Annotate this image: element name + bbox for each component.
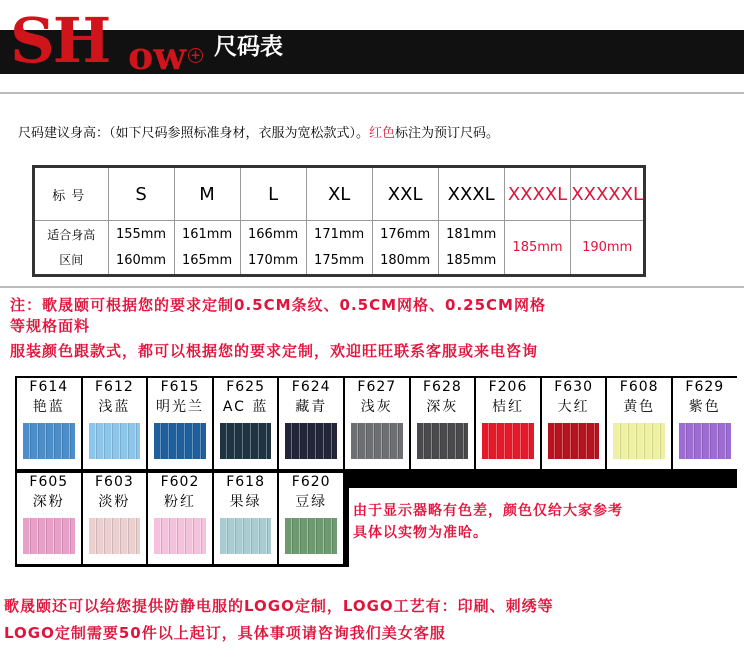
height-cell-preorder: 185mm (504, 221, 571, 276)
color-name: 明光兰 (155, 399, 204, 415)
color-swatch-cell (476, 378, 540, 469)
size-hint-tail: 标注为预订尺码。 (395, 126, 500, 141)
logo-order-note: LOGO定制需要50件以上起订，具体事项请咨询我们美女客服 (4, 624, 446, 642)
logo: SH (10, 4, 110, 77)
color-code: F624 (291, 379, 331, 395)
color-swatch (285, 423, 337, 459)
color-code: F603 (95, 474, 134, 490)
color-code: F630 (554, 379, 593, 395)
color-swatch-cell (345, 378, 409, 469)
height-max: 185mm (446, 252, 497, 268)
color-name: 桔红 (491, 399, 524, 415)
height-cell (438, 221, 504, 276)
color-swatch-grid (15, 376, 737, 567)
height-max: 175mm (314, 252, 365, 268)
color-name: 豆绿 (295, 494, 328, 510)
color-name: 淡粉 (98, 494, 131, 510)
color-swatch-cell (17, 378, 81, 469)
color-swatch-cell (83, 473, 147, 564)
size-hint-red: 红色 (369, 126, 396, 141)
disclaimer-line-2: 具体以实物为准哈。 (353, 525, 488, 541)
height-row (34, 221, 645, 276)
size-cell: XXL (372, 167, 438, 221)
color-name: 深粉 (32, 494, 65, 510)
logo-service-note: 歌晟颐还可以给您提供防静电服的LOGO定制，LOGO工艺有：印刷、刺绣等 (4, 597, 554, 615)
color-swatch-cell (214, 473, 278, 564)
color-swatch (23, 423, 75, 459)
height-cell (372, 221, 438, 276)
height-max: 180mm (380, 252, 431, 268)
size-cell: S (108, 167, 174, 221)
size-label-header: 标号 (34, 167, 109, 221)
color-code: F620 (291, 474, 331, 490)
color-swatch (154, 518, 206, 554)
height-min: 176mm (380, 226, 431, 242)
height-max: 170mm (248, 252, 299, 268)
color-swatch (89, 518, 141, 554)
color-name: 粉红 (163, 494, 196, 510)
size-cell: XXXL (438, 167, 504, 221)
height-min: 161mm (181, 226, 233, 242)
height-label-1: 适合身高 (47, 227, 96, 242)
color-name: 黄色 (623, 399, 656, 415)
color-swatch (482, 423, 534, 459)
color-swatch-cell (83, 378, 147, 469)
color-swatch (548, 423, 600, 459)
height-cell (174, 221, 240, 276)
color-code: F206 (488, 379, 528, 395)
color-swatch (417, 423, 469, 459)
color-swatch (285, 518, 337, 554)
size-cell: XL (306, 167, 372, 221)
size-cell-preorder: XXXXL (504, 167, 571, 221)
color-code: F628 (423, 379, 462, 395)
color-swatch-cell (542, 378, 606, 469)
color-name: AC 蓝 (222, 399, 269, 415)
height-label (34, 221, 109, 276)
color-swatch-cell (279, 378, 343, 469)
height-max: 165mm (181, 252, 233, 268)
divider (0, 92, 744, 94)
height-cell (240, 221, 306, 276)
color-swatch (613, 423, 665, 459)
color-swatch (220, 518, 272, 554)
color-swatch-cell (673, 378, 737, 469)
header-banner (0, 30, 744, 78)
height-cell-preorder: 190mm (571, 221, 645, 276)
logo-tail: ow (128, 33, 187, 78)
color-code: F602 (160, 474, 200, 490)
height-min: 155mm (115, 226, 167, 242)
size-header-row (34, 167, 645, 221)
color-code: F629 (685, 379, 725, 395)
color-swatch (89, 423, 141, 459)
height-min: 166mm (248, 226, 299, 242)
color-swatch-cell (607, 378, 671, 469)
size-table (32, 165, 646, 277)
color-disclaimer (349, 488, 737, 567)
size-hint-text: 尺码建议身高：（如下尺码参照标准身材，衣服为宽松款式）。 (18, 126, 370, 141)
color-code: F625 (226, 379, 265, 395)
size-cell: L (240, 167, 306, 221)
color-code: F614 (29, 379, 69, 395)
color-name: 深灰 (426, 399, 459, 415)
plus-icon: + (188, 48, 203, 63)
color-swatch-cell (214, 378, 278, 469)
size-cell-preorder: XXXXXL (571, 167, 645, 221)
color-swatch-cell (17, 473, 81, 564)
color-swatch-cell (148, 378, 212, 469)
color-code: F608 (619, 379, 659, 395)
page-title: 尺码表 (214, 34, 283, 60)
custom-note-1: 注：歌晟颐可根据您的要求定制0.5CM条纹、0.5CM网格、0.25CM网格 (10, 296, 546, 314)
custom-note-2: 等规格面料 (10, 317, 91, 335)
color-code: F618 (226, 474, 265, 490)
color-code: F627 (357, 379, 397, 395)
color-code: F612 (95, 379, 134, 395)
color-swatch (220, 423, 272, 459)
color-swatch (154, 423, 206, 459)
color-name: 紫色 (688, 399, 721, 415)
color-swatch-cell (148, 473, 212, 564)
height-min: 181mm (446, 226, 497, 242)
height-min: 171mm (314, 226, 365, 242)
color-name: 浅蓝 (98, 399, 131, 415)
color-name: 艳蓝 (32, 399, 65, 415)
color-code: F615 (160, 379, 200, 395)
disclaimer-line-1: 由于显示器略有色差，颜色仅给大家参考 (353, 503, 623, 519)
color-swatch (679, 423, 731, 459)
height-max: 160mm (115, 252, 167, 268)
size-hint (18, 122, 499, 141)
custom-note-3: 服装颜色跟款式，都可以根据您的要求定制，欢迎旺旺联系客服或来电咨询 (10, 342, 539, 360)
color-name: 大红 (557, 399, 590, 415)
color-code: F605 (29, 474, 69, 490)
color-swatch-cell (411, 378, 475, 469)
color-name: 浅灰 (360, 399, 393, 415)
height-label-2: 区间 (59, 252, 84, 267)
color-swatch-cell (279, 473, 343, 564)
color-swatch (23, 518, 75, 554)
height-cell (306, 221, 372, 276)
size-cell: M (174, 167, 240, 221)
color-swatch (351, 423, 403, 459)
divider (0, 286, 744, 288)
height-cell (108, 221, 174, 276)
color-name: 果绿 (229, 494, 262, 510)
color-name: 藏青 (295, 399, 328, 415)
